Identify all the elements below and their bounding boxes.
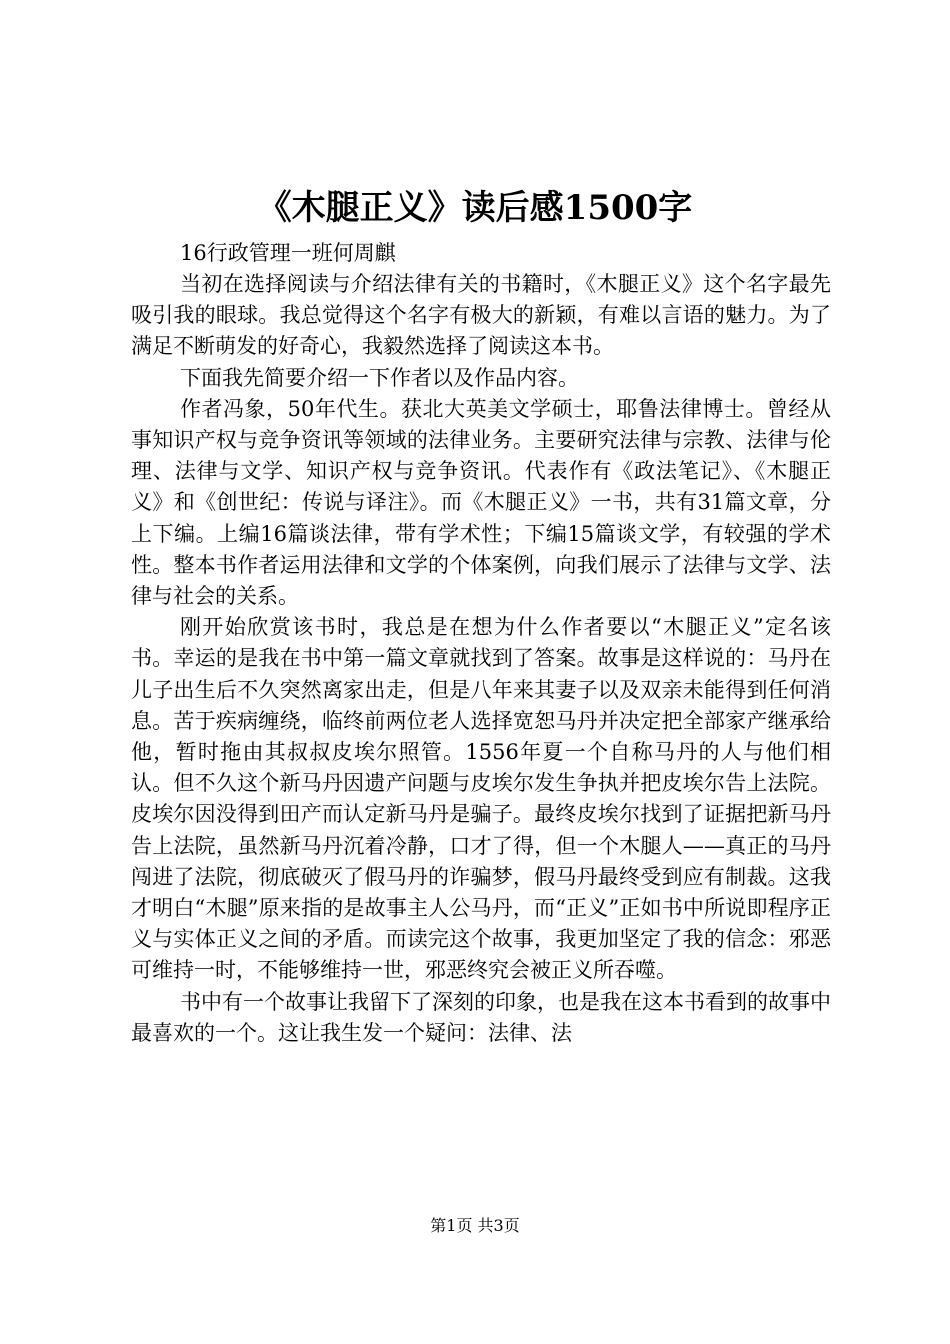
paragraph: 当初在选择阅读与介绍法律有关的书籍时，《木腿正义》这个名字最先吸引我的眼球。我总觉得这个名字有极大的新颖，有难以言语的魅力。为了满足不断萌发的好奇心，我毅然选择了阅读这本书。 [131,272,831,359]
paragraph: 作者冯象，50年代生。获北大英美文学硕士，耶鲁法律博士。曾经从事知识产权与竞争资讯等领域的法律业务。主要研究法律与宗教、法律与伦理、法律与文学、知识产权与竞争资讯。代表作有《政法笔记》、《木腿正义》和《创世纪：传说与译注》。而《木腿正义》一书，共有31篇文章，分上下编。上编16篇谈法律，带有学术性；下编15篇谈文学，有较强的学术性。整本书作者运用法律和文学的个体案例，向我们展示了法律与文学、法律与社会的关系。 [131,396,831,609]
author-line: 16行政管理一班何周麒 [180,241,396,265]
paragraph: 下面我先简要介绍一下作者以及作品内容。 [180,365,579,390]
document-body [131,269,831,1049]
page-footer: 第1页 共3页 [430,1216,520,1235]
paragraph: 书中有一个故事让我留下了深刻的印象，也是我在这本书看到的故事中最喜欢的一个。这让我生发一个疑问：法律、法 [131,989,831,1045]
paragraph: 刚开始欣赏该书时，我总是在想为什么作者要以“木腿正义”定名该书。幸运的是我在书中第一篇文章就找到了答案。故事是这样说的：马丹在儿子出生后不久突然离家出走，但是八年来其妻子以及双亲未能得到任何消息。苦于疾病缠绕，临终前两位老人选择宽恕马丹并决定把全部家产继承给他，暂时拖由其叔叔皮埃尔照管。1556年夏一个自称马丹的人与他们相认。但不久这个新马丹因遗产问题与皮埃尔发生争执并把皮埃尔告上法院。皮埃尔因没得到田产而认定新马丹是骗子。最终皮埃尔找到了证据把新马丹告上法院，虽然新马丹沉着冷静，口才了得，但一个木腿人——真正的马丹闯进了法院，彻底破灭了假马丹的诈骗梦，假马丹最终受到应有制裁。这我才明白“木腿”原来指的是故事主人公马丹，而“正义”正如书中所说即程序正义与实体正义之间的矛盾。而读完这个故事，我更加坚定了我的信念：邪恶可维持一时，不能够维持一世，邪恶终究会被正义所吞噬。 [131,615,831,983]
document-title: 《木腿正义》读后感1500字 [257,188,693,228]
